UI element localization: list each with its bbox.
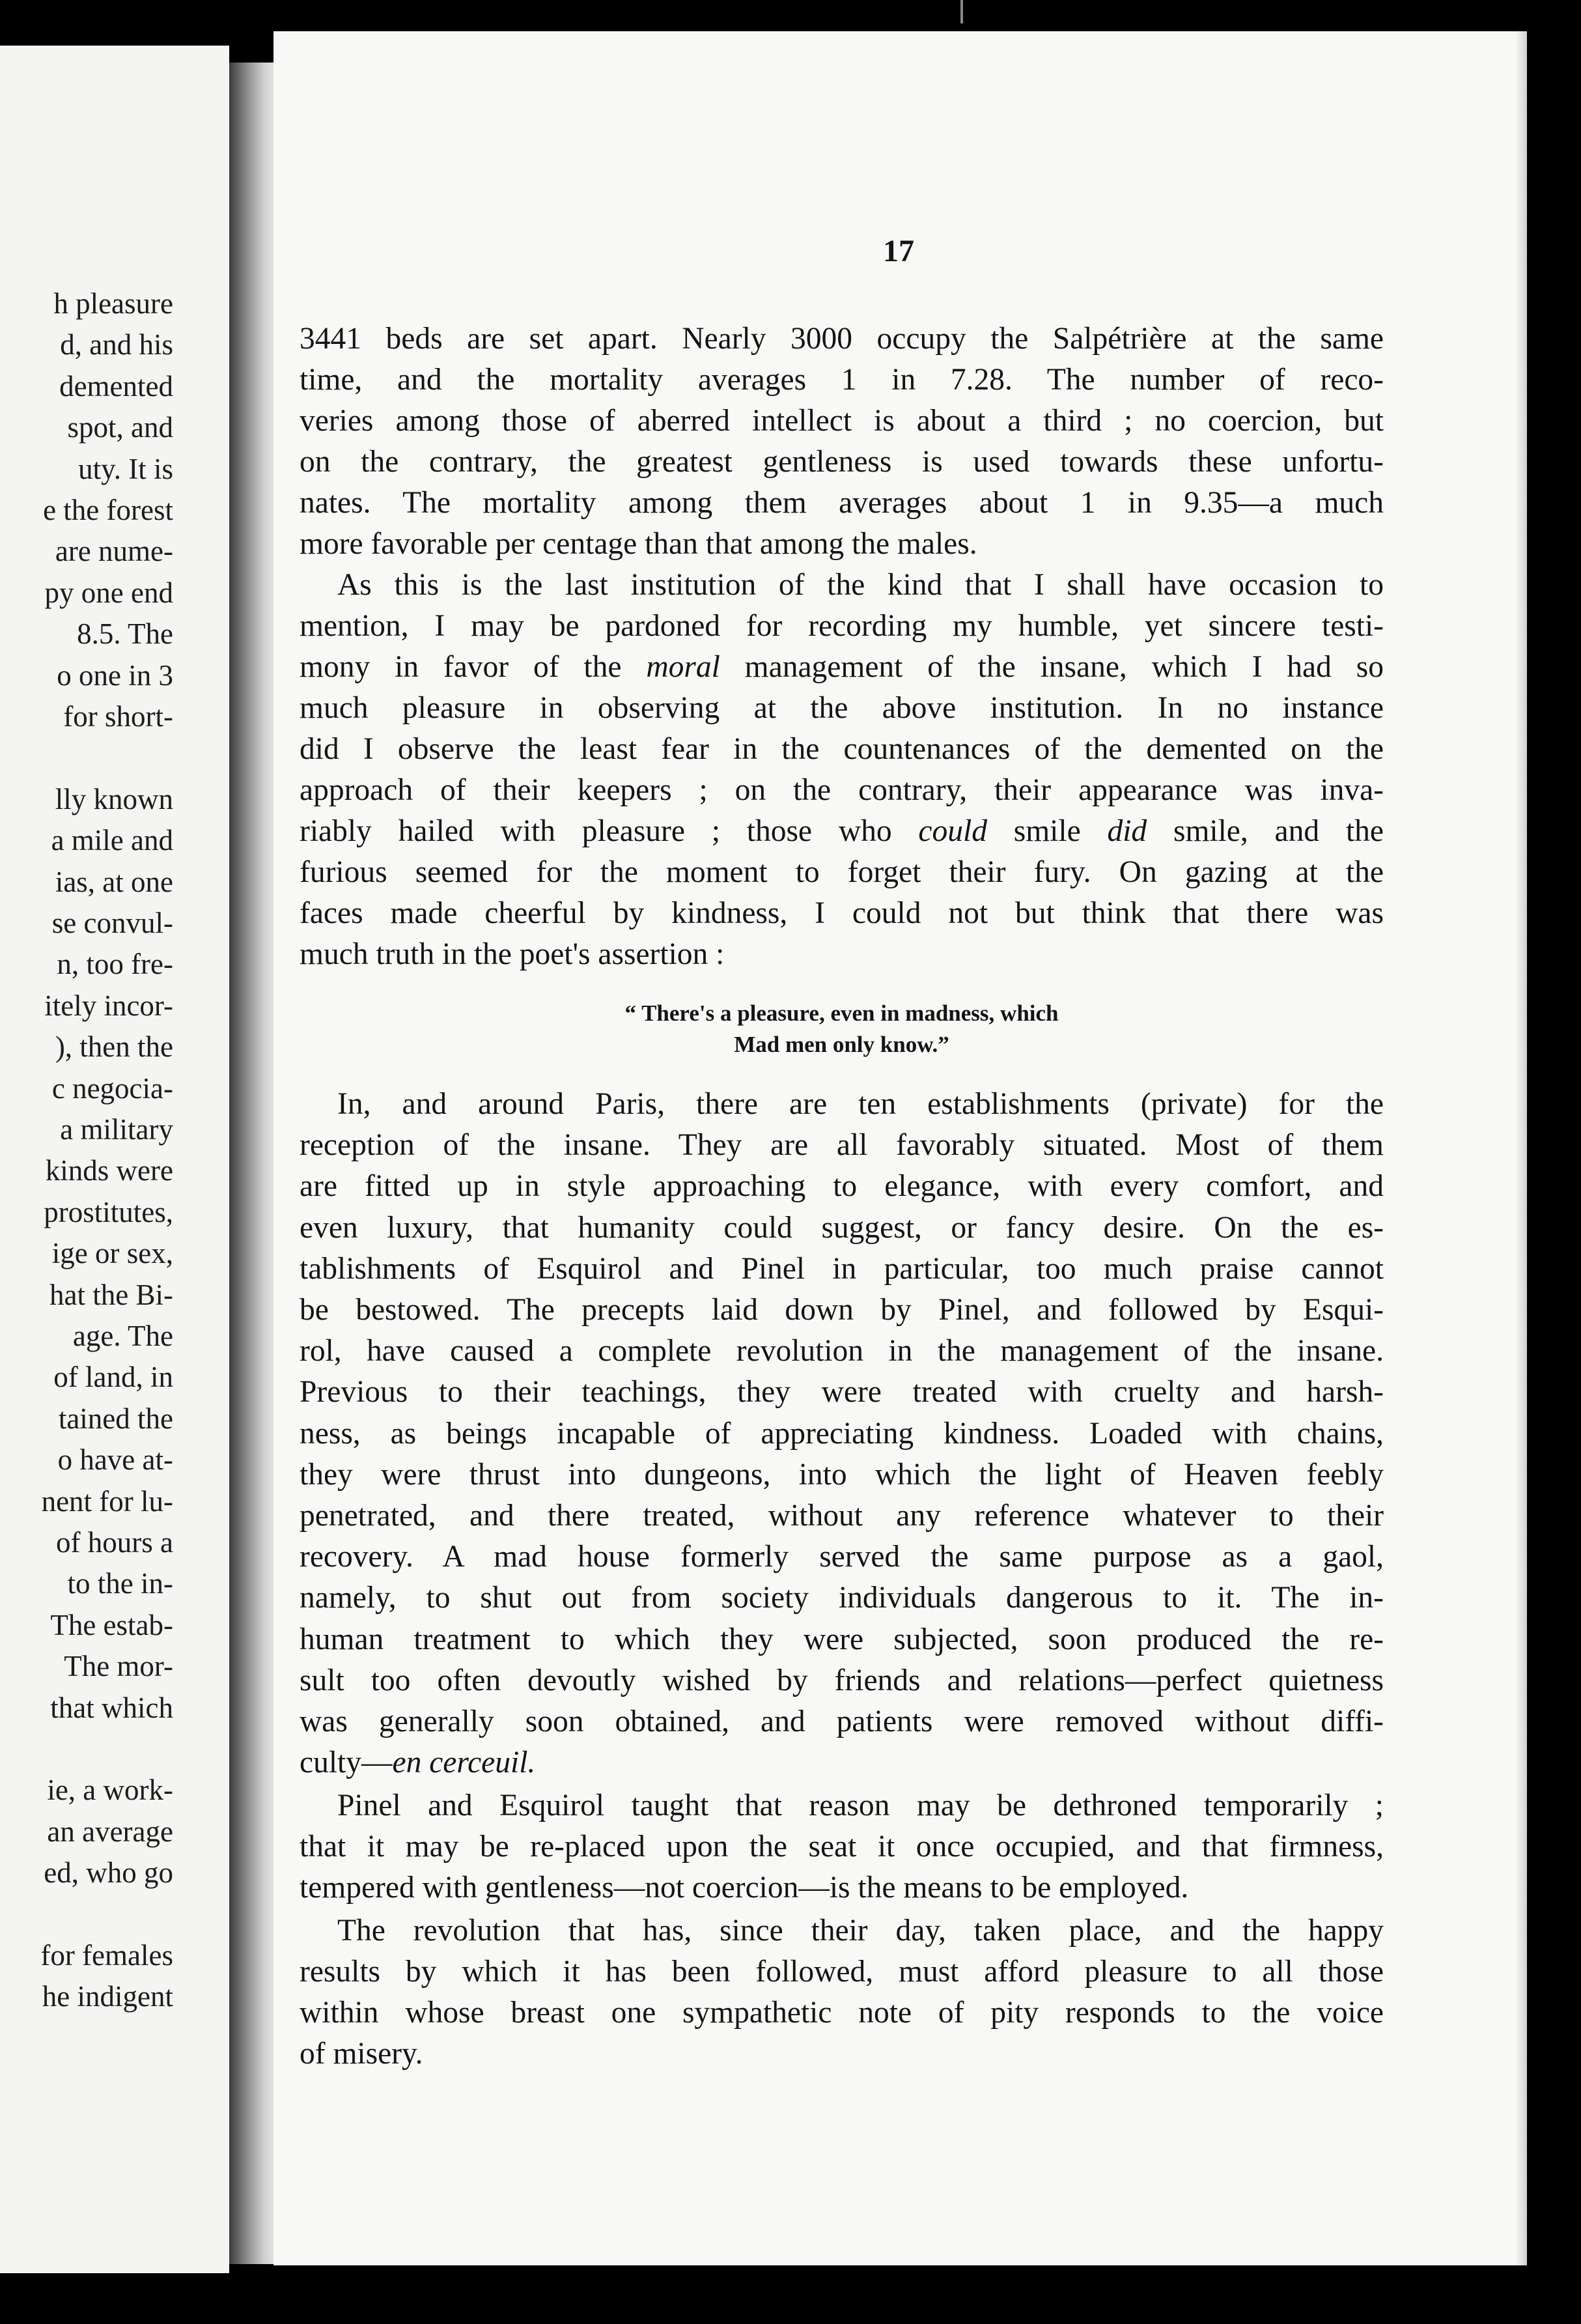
previous-page-line: a military <box>60 1113 173 1146</box>
paragraph-line: human treatment to which they were subjected, soon produced the re- <box>300 1622 1384 1656</box>
previous-page-line: spot, and <box>67 411 173 444</box>
paragraph-line: results by which it has been followed, must afford pleasure to all those <box>300 1955 1384 1989</box>
previous-page-line: kinds were <box>45 1154 173 1187</box>
previous-page-line: of land, in <box>53 1361 173 1394</box>
previous-page-line: nent for lu- <box>41 1484 173 1518</box>
paragraph-line: penetrated, and there treated, without any reference whatever to their <box>300 1499 1384 1533</box>
paragraph-line: ness, as beings incapable of appreciating kindness. Loaded with chains, <box>300 1416 1384 1451</box>
emphasis: did <box>1107 814 1147 848</box>
previous-page-fragment <box>0 46 229 2273</box>
paragraph-line: As this is the last institution of the kind that I shall have occasion to <box>337 568 1384 602</box>
previous-page-line: hat the Bi- <box>49 1278 173 1311</box>
paragraph-line: faces made cheerful by kindness, I could not but think that there was <box>300 896 1384 930</box>
paragraph-line: Previous to their teachings, they were treated with cruelty and harsh- <box>300 1375 1384 1410</box>
paragraph-line: Pinel and Esquirol taught that reason may be dethroned temporarily ; <box>337 1789 1384 1822</box>
previous-page-line: of hours a <box>56 1526 173 1559</box>
previous-page-line: he indigent <box>42 1980 173 2013</box>
paragraph-line: more favorable per centage than that among the males. <box>300 527 977 561</box>
previous-page-line: for short- <box>63 700 173 733</box>
previous-page-line: that which <box>50 1691 173 1724</box>
quote-line: Mad men only know.” <box>734 1032 949 1057</box>
previous-page-line: ige or sex, <box>51 1237 173 1270</box>
book-page <box>273 31 1527 2265</box>
paragraph-line: sult too often devoutly wished by friends and relations—perfect quietness <box>300 1663 1384 1697</box>
previous-page-line: tained the <box>58 1402 173 1435</box>
paragraph-line: namely, to shut out from society individuals dangerous to it. The in- <box>300 1581 1384 1615</box>
paragraph-line: that it may be re-placed upon the seat it once occupied, and that firmness, <box>300 1830 1384 1863</box>
paragraph-line: be bestowed. The precepts laid down by Pinel, and followed by Esqui- <box>300 1293 1384 1327</box>
quote-line: “ There's a pleasure, even in madness, which <box>624 1000 1059 1026</box>
emphasis: moral <box>646 650 720 684</box>
previous-page-line: c negocia- <box>51 1071 173 1105</box>
paragraph-line: tablishments of Esquirol and Pinel in particular, too much praise cannot <box>300 1251 1384 1286</box>
paragraph-line: they were thrust into dungeons, into which the light of Heaven feebly <box>300 1457 1384 1492</box>
previous-page-line: itely incor- <box>44 989 173 1022</box>
previous-page-line: are nume- <box>55 535 173 568</box>
previous-page-line: py one end <box>44 576 173 609</box>
previous-page-line: The mor- <box>64 1650 173 1683</box>
paragraph-line: mony in favor of the moral management of the insane, which I had so <box>300 650 1384 684</box>
paragraph-line: on the contrary, the greatest gentleness is used towards these unfortu- <box>300 445 1384 479</box>
previous-page-line: demented <box>59 369 173 403</box>
previous-page-line: o one in 3 <box>57 659 173 692</box>
previous-page-line: e the forest <box>43 494 173 526</box>
paragraph-line: The revolution that has, since their day, taken place, and the happy <box>337 1914 1384 1948</box>
previous-page-line: n, too fre- <box>57 948 173 981</box>
page-number: 17 <box>883 234 914 268</box>
previous-page-line: uty. It is <box>78 452 173 485</box>
paragraph-line: recovery. A mad house formerly served the same purpose as a gaol, <box>300 1540 1384 1574</box>
paragraph-line: veries among those of aberred intellect is about a third ; no coercion, but <box>300 404 1384 438</box>
previous-page-line: for females <box>40 1939 173 1972</box>
paragraph-line: time, and the mortality averages 1 in 7.28. The number of reco- <box>300 363 1384 397</box>
paragraph-line: of misery. <box>300 2037 423 2071</box>
paragraph-line: are fitted up in style approaching to elegance, with every comfort, and <box>300 1169 1384 1204</box>
paragraph-line: much pleasure in observing at the above institution. In no instance <box>300 691 1384 725</box>
paragraph-line: furious seemed for the moment to forget their fury. On gazing at the <box>300 855 1384 889</box>
previous-page-line: a mile and <box>51 824 173 857</box>
previous-page-line: o have at- <box>57 1443 173 1477</box>
paragraph-line: culty—en cerceuil. <box>300 1746 536 1779</box>
previous-page-line: ed, who go <box>44 1856 173 1890</box>
previous-page-line: an average <box>47 1815 173 1848</box>
book-gutter <box>229 63 279 2264</box>
emphasis: could <box>918 814 987 848</box>
paragraph-line: In, and around Paris, there are ten establishments (private) for the <box>337 1087 1384 1121</box>
paragraph-line: riably hailed with pleasure ; those who could smile did smile, and the <box>300 814 1384 848</box>
paragraph-line: approach of their keepers ; on the contrary, their appearance was inva- <box>300 773 1384 807</box>
previous-page-line: ie, a work- <box>47 1774 173 1807</box>
previous-page-line: prostitutes, <box>44 1195 173 1228</box>
paragraph-line: nates. The mortality among them averages about 1 in 9.35—a much <box>300 486 1384 520</box>
previous-page-line: d, and his <box>60 328 173 361</box>
paragraph-line: did I observe the least fear in the countenances of the demented on the <box>300 732 1384 766</box>
previous-page-line: se convul- <box>51 907 173 939</box>
paragraph-line: was generally soon obtained, and patients were removed without diffi- <box>300 1705 1384 1738</box>
paragraph-line: rol, have caused a complete revolution in the management of the insane. <box>300 1334 1384 1368</box>
paragraph-line: mention, I may be pardoned for recording my humble, yet sincere testi- <box>300 609 1384 643</box>
emphasis: en cerceuil. <box>392 1746 536 1779</box>
paragraph-line: tempered with gentleness—not coercion—is the means to be employed. <box>300 1871 1189 1905</box>
paragraph-line: within whose breast one sympathetic note of pity responds to the voice <box>300 1996 1384 2030</box>
page-edge-shadow <box>1515 31 1527 2265</box>
previous-page-line: ), then the <box>55 1030 173 1064</box>
previous-page-line: age. The <box>72 1320 173 1352</box>
paragraph-line: reception of the insane. They are all favorably situated. Most of them <box>300 1128 1384 1163</box>
previous-page-line: 8.5. The <box>77 617 173 651</box>
paragraph-line: much truth in the poet's assertion : <box>300 937 725 971</box>
paragraph-line: 3441 beds are set apart. Nearly 3000 occupy the Salpétrière at the same <box>300 322 1384 356</box>
previous-page-line: lly known <box>55 782 173 815</box>
previous-page-line: ias, at one <box>55 865 173 898</box>
scan-mark <box>960 0 963 23</box>
previous-page-line: The estab- <box>50 1608 173 1641</box>
previous-page-line: h pleasure <box>53 287 173 320</box>
paragraph-line: even luxury, that humanity could suggest, or fancy desire. On the es- <box>300 1210 1384 1245</box>
previous-page-line: to the in- <box>67 1567 173 1600</box>
